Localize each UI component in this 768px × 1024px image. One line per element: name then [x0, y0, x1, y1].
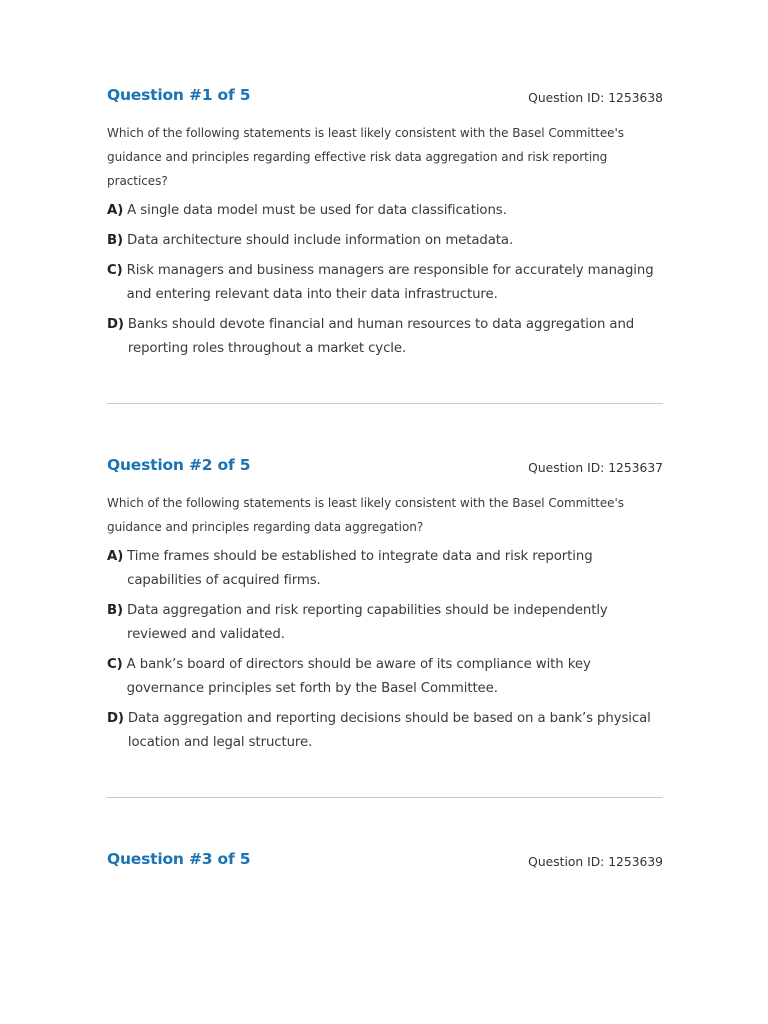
option-a[interactable] — [107, 545, 663, 593]
option-text: Data architecture should include information on metadata. — [127, 233, 514, 248]
option-b[interactable] — [107, 229, 663, 253]
option-letter: C) — [107, 263, 123, 278]
question-title: Question #1 of 5 — [107, 86, 251, 104]
option-letter: B) — [107, 603, 124, 618]
option-letter: D) — [107, 711, 124, 726]
option-c[interactable] — [107, 653, 663, 701]
divider — [107, 797, 663, 798]
option-text: Data aggregation and reporting decisions should be based on a bank’s physical location and legal structure. — [127, 711, 651, 750]
option-text: A single data model must be used for data classifications. — [127, 203, 507, 218]
option-b[interactable] — [107, 599, 663, 647]
option-text: Risk managers and business managers are responsible for accurately managing and entering relevant data into their data infrastructure. — [126, 263, 654, 302]
option-letter: C) — [107, 657, 123, 672]
question-stem: Which of the following statements is least likely consistent with the Basel Committee's guidance and principles regarding effective risk data aggregation and risk reporting practices? — [107, 126, 624, 188]
question-header — [107, 86, 663, 110]
question-id: Question ID: 1253639 — [528, 855, 663, 869]
question-id: Question ID: 1253638 — [528, 91, 663, 105]
option-d[interactable] — [107, 707, 663, 755]
option-d[interactable] — [107, 313, 663, 361]
option-text: Data aggregation and risk reporting capabilities should be independently reviewed and validated. — [127, 603, 608, 642]
question-2 — [107, 456, 663, 761]
question-title: Question #2 of 5 — [107, 456, 251, 474]
option-text: A bank’s board of directors should be aware of its compliance with key governance principles set forth by the Basel Committee. — [126, 657, 591, 696]
divider — [107, 403, 663, 404]
option-c[interactable] — [107, 259, 663, 307]
question-3 — [107, 850, 663, 874]
question-title: Question #3 of 5 — [107, 850, 251, 868]
answer-options — [107, 199, 663, 361]
question-stem: Which of the following statements is least likely consistent with the Basel Committee's guidance and principles regarding data aggregation? — [107, 496, 624, 534]
question-header — [107, 456, 663, 480]
question-header — [107, 850, 663, 874]
option-text: Banks should devote financial and human resources to data aggregation and reporting roles throughout a market cycle. — [127, 317, 635, 356]
option-letter: A) — [107, 549, 124, 564]
option-letter: A) — [107, 203, 124, 218]
question-1 — [107, 86, 663, 367]
option-letter: B) — [107, 233, 124, 248]
option-text: Time frames should be established to integrate data and risk reporting capabilities of acquired firms. — [127, 549, 593, 588]
question-id: Question ID: 1253637 — [528, 461, 663, 475]
answer-options — [107, 545, 663, 755]
option-letter: D) — [107, 317, 124, 332]
option-a[interactable] — [107, 199, 663, 223]
